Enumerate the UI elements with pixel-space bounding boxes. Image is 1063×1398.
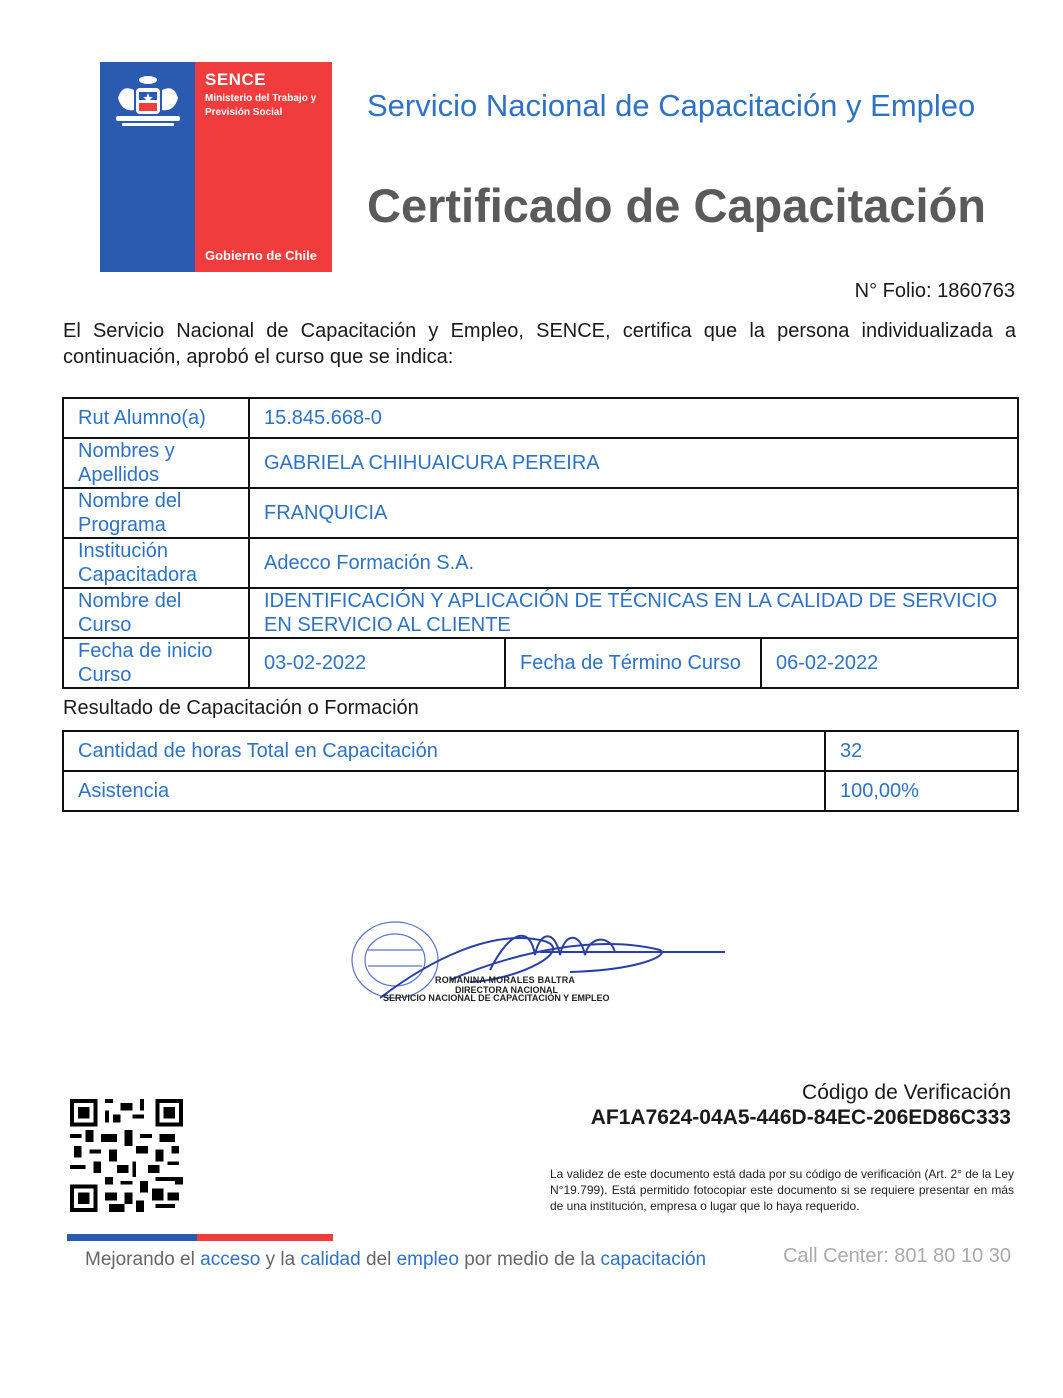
logo-brand: SENCE [205,70,267,89]
table-row [63,488,1018,538]
folio-number: N° Folio: 1860763 [854,280,1015,302]
organization-title: Servicio Nacional de Capacitación y Empleo [367,88,976,123]
slogan-highlight: acceso [200,1249,261,1270]
rut-value: 15.845.668-0 [249,398,1018,438]
start-date-value: 03-02-2022 [249,638,505,688]
table-row [63,398,1018,438]
intro-paragraph: El Servicio Nacional de Capacitación y Empleo, SENCE, certifica que la persona individualizada a continuación, aprobó el curso que se indica: [63,320,1016,368]
validity-note: La validez de este documento está dada por su código de verificación (Art. 2° de la Ley N°19.799). Está permitido fotocopiar este documento si se requiere presentar en más de una institución, empresa o lugar que lo haya requerido. [550,1167,1014,1213]
certificate-title: Certificado de Capacitación [367,179,986,232]
end-date-label: Fecha de Término Curso [505,638,761,688]
slogan-text: por medio de la [458,1249,601,1270]
slogan-highlight: calidad [300,1249,361,1270]
hours-value: 32 [825,731,1018,771]
footer-bar-red [197,1234,333,1241]
program-label: Nombre del Programa [63,488,249,538]
course-label: Nombre del Curso [63,588,249,638]
signer-name: ROMANINA MORALES BALTRA [435,975,576,985]
attendance-value: 100,00% [825,771,1018,811]
table-row [63,638,1018,688]
name-label: Nombres y Apellidos [63,438,249,488]
slogan-text: del [360,1249,397,1270]
rut-label: Rut Alumno(a) [63,398,249,438]
verification-code: AF1A7624-04A5-446D-84EC-206ED86C333 [590,1106,1011,1129]
institution-value: Adecco Formación S.A. [249,538,1018,588]
table-row [63,771,1018,811]
table-row [63,731,1018,771]
program-value: FRANQUICIA [249,488,1018,538]
results-section-label: Resultado de Capacitación o Formación [63,697,419,719]
footer-bar-blue [67,1234,197,1241]
table-row [63,588,1018,638]
signature-and-stamp-icon [340,910,740,1020]
institution-label: Institución Capacitadora [63,538,249,588]
signer-organization: SERVICIO NACIONAL DE CAPACITACIÓN Y EMPLEO [383,993,610,1003]
slogan-highlight: empleo [396,1249,459,1270]
results-table [62,730,1019,812]
slogan-highlight: capacitación [600,1249,707,1270]
sence-logo [100,62,332,272]
end-date-value: 06-02-2022 [761,638,1018,688]
slogan-text: y la [260,1249,301,1270]
slogan-text: Mejorando el [85,1249,201,1270]
name-value: GABRIELA CHIHUAICURA PEREIRA [249,438,1018,488]
start-date-label: Fecha de inicio Curso [63,638,249,688]
qr-code-icon [70,1099,183,1212]
logo-ministry: Ministerio del Trabajo y Previsión Social [205,93,317,118]
logo-government: Gobierno de Chile [205,248,317,263]
attendance-label: Asistencia [63,771,825,811]
table-row [63,538,1018,588]
hours-label: Cantidad de horas Total en Capacitación [63,731,825,771]
signer-role: DIRECTORA NACIONAL [455,985,558,995]
footer-slogan [85,1249,706,1271]
coat-of-arms-icon [108,68,188,130]
student-info-table [62,397,1019,689]
course-value: IDENTIFICACIÓN Y APLICACIÓN DE TÉCNICAS EN LA CALIDAD DE SERVICIO EN SERVICIO AL CLIENTE [249,588,1018,638]
verification-label: Código de Verificación [802,1081,1011,1104]
table-row [63,438,1018,488]
call-center: Call Center: 801 80 10 30 [783,1245,1011,1267]
